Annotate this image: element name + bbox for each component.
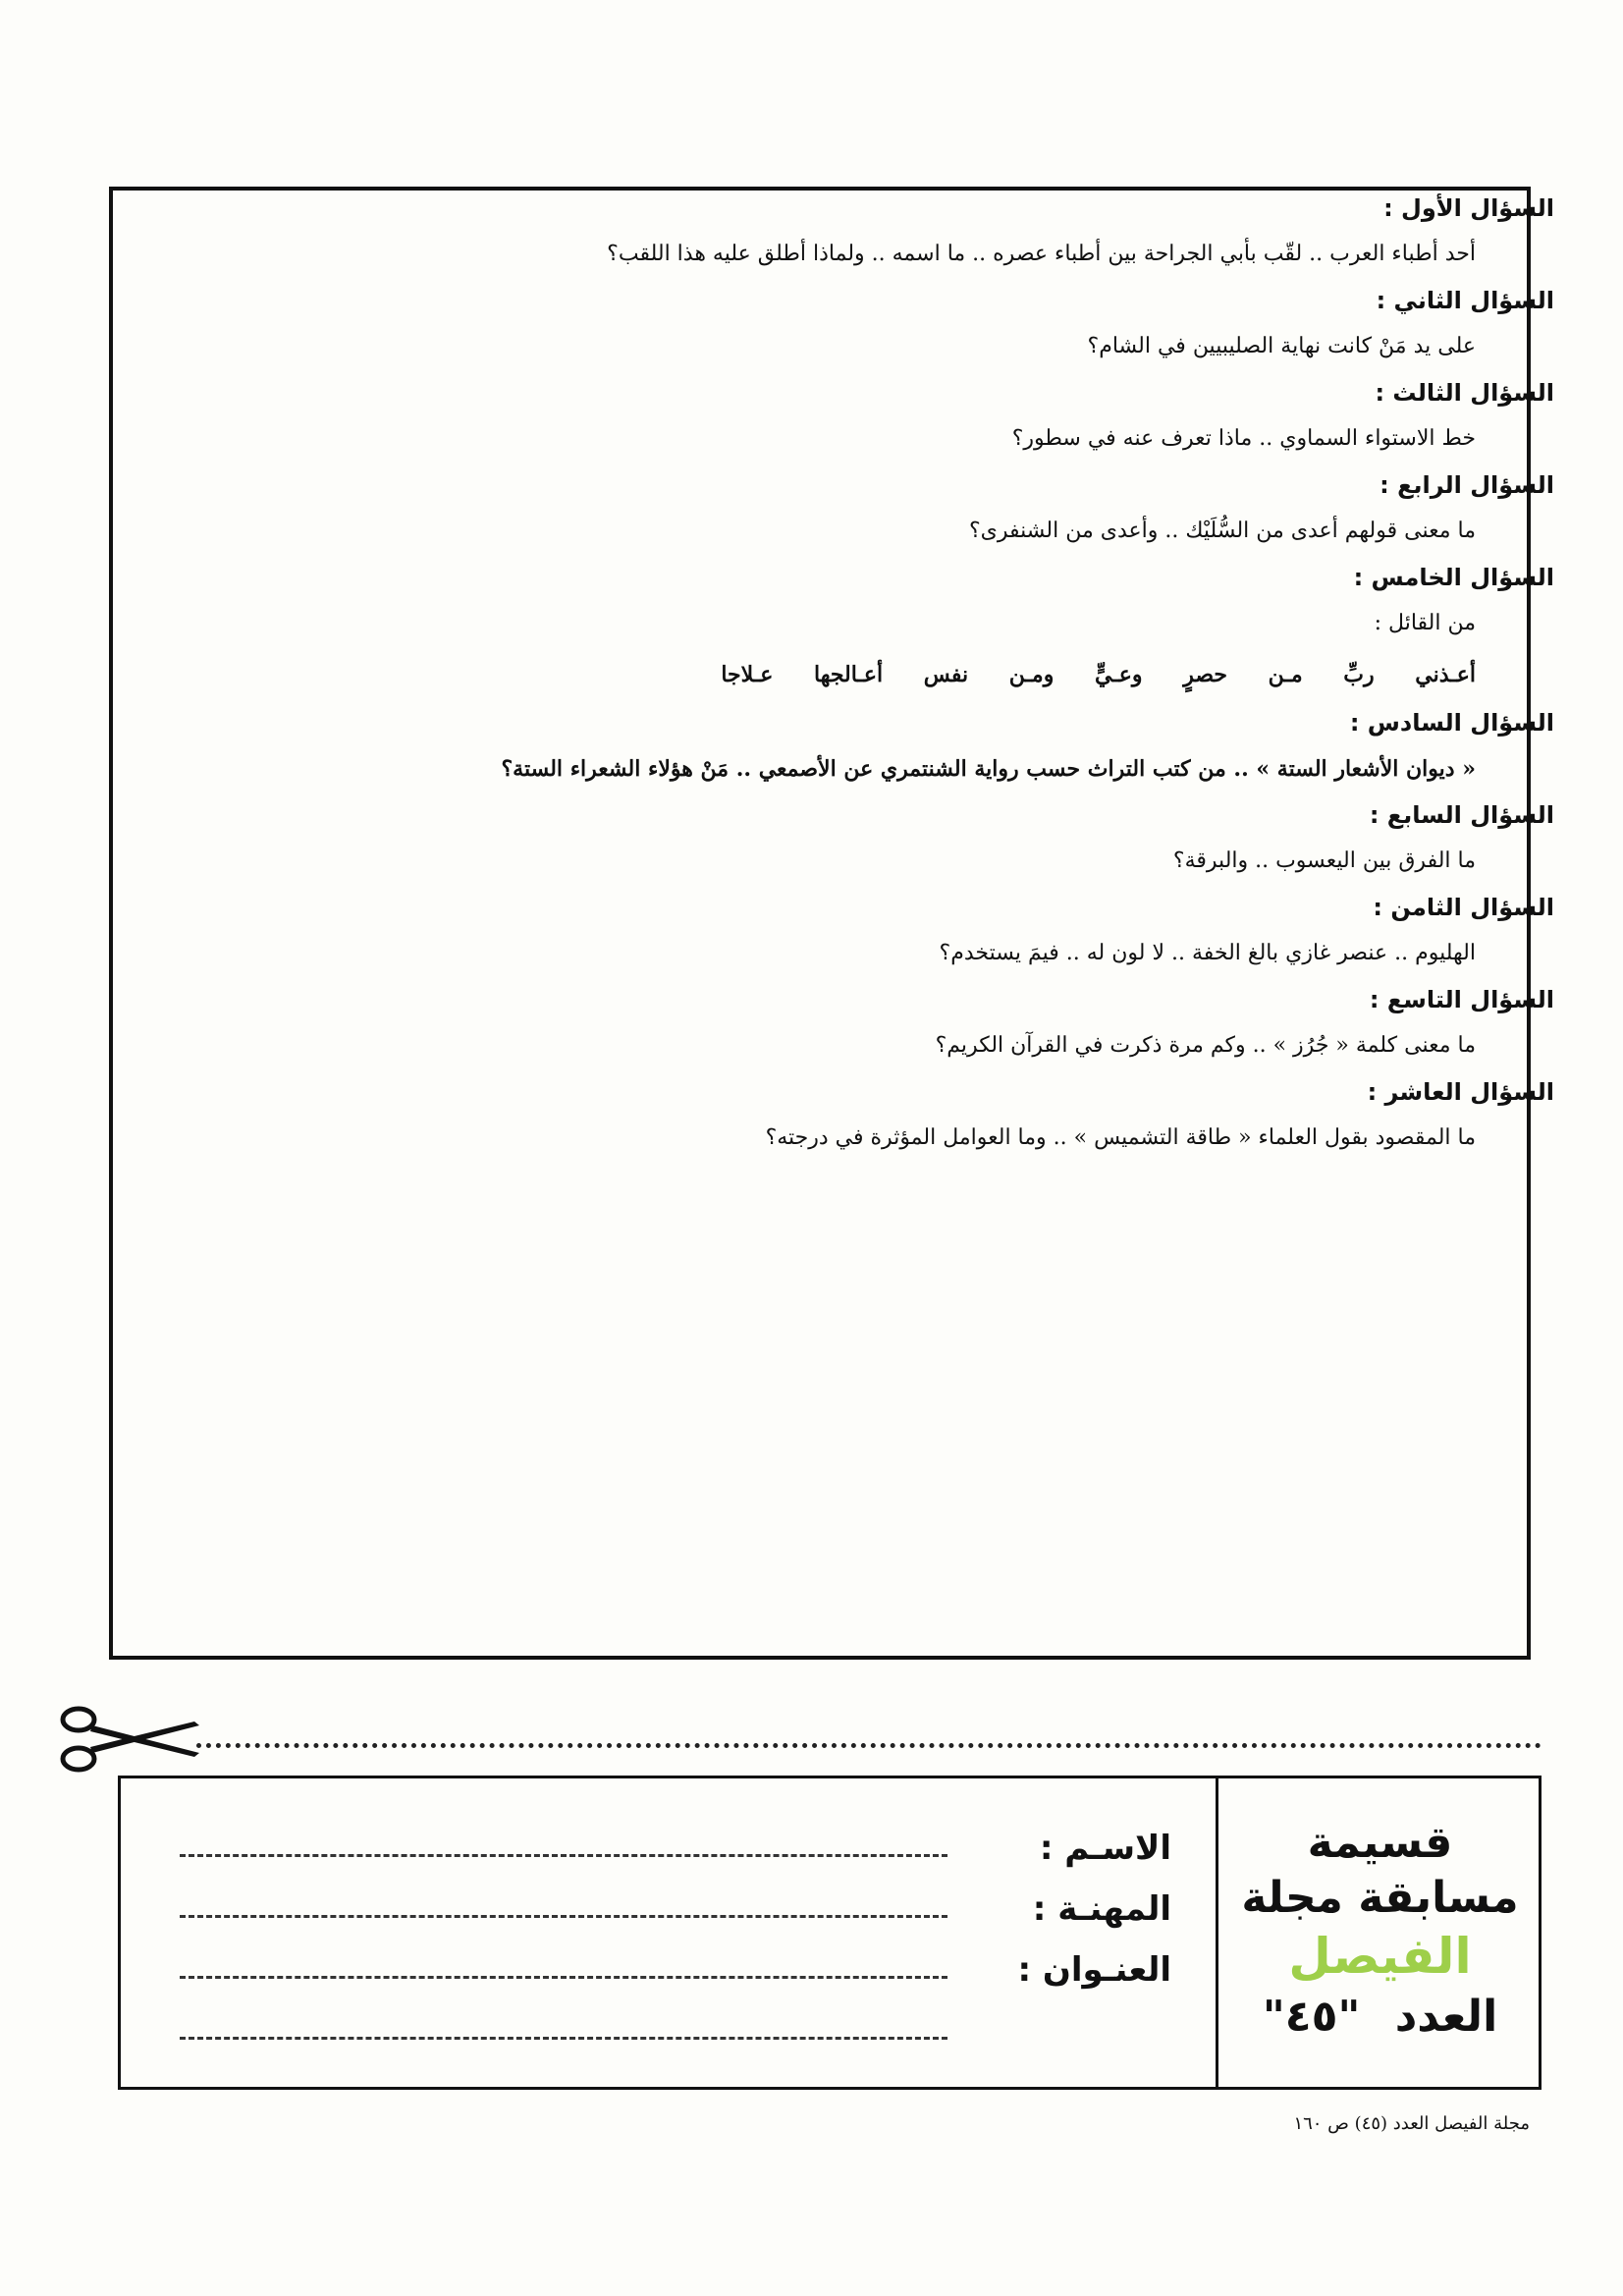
page-footer: مجلة الفيصل العدد (٤٥) ص ١٦٠ xyxy=(1293,2113,1530,2134)
address-field[interactable] xyxy=(180,1940,1171,2000)
field-blank[interactable] xyxy=(180,2037,947,2040)
coupon-title-block xyxy=(1218,1778,1542,2087)
question-title: السؤال الخامس : xyxy=(1353,564,1554,591)
field-blank[interactable] xyxy=(180,1854,947,1857)
question-title: السؤال السادس : xyxy=(1349,709,1554,737)
question-text: خط الاستواء السماوي .. ماذا تعرف عنه في سطور؟ xyxy=(1011,426,1476,451)
question-title: السؤال الأول : xyxy=(1383,194,1554,222)
question-title: السؤال التاسع : xyxy=(1369,986,1554,1013)
question-text: أحد أطباء العرب .. لقّب بأبي الجراحة بين أطباء عصره .. ما اسمه .. ولماذا أطلق عليه هذا اللقب؟ xyxy=(607,242,1476,266)
coupon-subtitle: مسابقة مجلة xyxy=(1241,1873,1519,1923)
question-7 xyxy=(455,793,1554,886)
question-9 xyxy=(455,978,1554,1070)
question-title: السؤال الثالث : xyxy=(1375,379,1554,407)
question-text: ما معنى قولهم أعدى من السُّلَيْك .. وأعدى من الشنفرى؟ xyxy=(968,519,1476,543)
poem-verse: أعـذني ربِّ مـن حصرٍ وعـيٍّ ومـن نفس أعـالجها عـلاجا xyxy=(721,662,1476,687)
question-10 xyxy=(455,1070,1554,1163)
occupation-field[interactable] xyxy=(180,1879,1171,1940)
field-label: الاسـم : xyxy=(1039,1829,1171,1868)
question-text: ما الفرق بين اليعسوب .. والبرقة؟ xyxy=(1172,848,1476,873)
question-title: السؤال الرابع : xyxy=(1380,471,1554,499)
question-text: من القائل : xyxy=(1374,611,1476,635)
field-blank[interactable] xyxy=(180,1915,947,1918)
question-title: السؤال العاشر : xyxy=(1367,1078,1554,1106)
question-1 xyxy=(455,187,1554,279)
questions-list xyxy=(455,187,1554,1163)
coupon-fields xyxy=(180,1818,1171,2061)
question-text: ما معنى كلمة « جُرُز » .. وكم مرة ذكرت في القرآن الكريم؟ xyxy=(935,1033,1476,1058)
cut-line xyxy=(196,1743,1542,1748)
question-6 xyxy=(455,701,1554,793)
question-5 xyxy=(455,556,1554,701)
question-8 xyxy=(455,886,1554,978)
coupon-title: قسيمة xyxy=(1307,1818,1453,1868)
magazine-name: الفيصل xyxy=(1288,1928,1472,1985)
question-text: « ديوان الأشعار الستة » .. من كتب التراث حسب رواية الشنتمري عن الأصمعي .. مَنْ هؤلاء الشعراء الستة؟ xyxy=(501,756,1476,782)
entry-coupon xyxy=(118,1776,1542,2090)
question-2 xyxy=(455,279,1554,371)
name-field[interactable] xyxy=(180,1818,1171,1879)
question-text: الهليوم .. عنصر غازي بالغ الخفة .. لا لون له .. فيمَ يستخدم؟ xyxy=(939,941,1476,965)
question-text: ما المقصود بقول العلماء « طاقة التشميس » .. وما العوامل المؤثرة في درجته؟ xyxy=(765,1125,1476,1150)
scissors-icon xyxy=(57,1702,204,1780)
field-label: المهنـة : xyxy=(1032,1889,1171,1929)
question-title: السؤال الثاني : xyxy=(1376,287,1554,314)
question-3 xyxy=(455,371,1554,464)
issue-number: العدد "٤٥" xyxy=(1262,1992,1498,2042)
question-text: على يد مَنْ كانت نهاية الصليبيين في الشام؟ xyxy=(1087,334,1476,358)
question-4 xyxy=(455,464,1554,556)
address-field-continued[interactable] xyxy=(180,2000,1171,2061)
question-title: السؤال الثامن : xyxy=(1373,894,1554,921)
field-blank[interactable] xyxy=(180,1976,947,1979)
field-label: العنـوان : xyxy=(1017,1950,1171,1990)
question-title: السؤال السابع : xyxy=(1369,801,1554,829)
